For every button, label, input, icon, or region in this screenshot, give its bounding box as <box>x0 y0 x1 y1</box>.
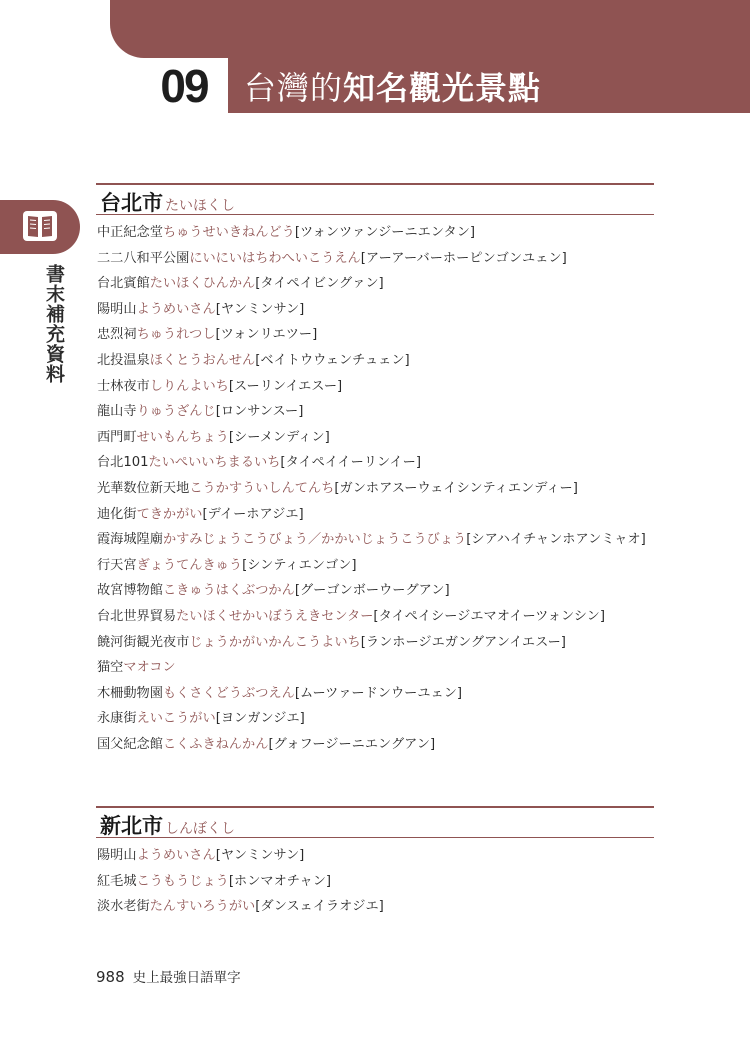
item-katakana: [ベイトウウェンチュェン] <box>255 352 410 368</box>
item-katakana: [タイペイビングァン] <box>255 276 384 292</box>
item-kana: もくさくどうぶつえん <box>162 685 295 701</box>
item-kana: てきかがい <box>136 506 203 522</box>
item-kana: えいこうがい <box>136 711 216 727</box>
attraction-list <box>96 220 654 757</box>
item-katakana: [グォフージーニエングアン] <box>268 736 436 752</box>
open-book-icon <box>22 208 58 248</box>
list-item <box>96 630 654 656</box>
book-title: 史上最強日語單字 <box>132 970 241 986</box>
item-katakana: [ロンサンスー] <box>215 404 304 420</box>
attraction-list <box>96 843 654 920</box>
item-katakana: [ヤンミンサン] <box>215 848 305 863</box>
item-kanji: 猫空 <box>97 660 124 676</box>
list-item <box>96 297 654 323</box>
item-katakana: [ヨンガンジエ] <box>215 711 305 727</box>
section-heading <box>96 183 654 215</box>
item-kanji: 饒河街観光夜市 <box>97 634 190 650</box>
item-kanji: 国父紀念館 <box>97 736 163 752</box>
item-katakana: [ツォンリエツー] <box>215 327 318 343</box>
chapter-title-light: 台灣的 <box>244 68 344 107</box>
item-kana: ちゅうせいきねんどう <box>162 225 295 240</box>
item-katakana: [アーアーバーホーピンゴンユェン] <box>360 250 567 266</box>
item-katakana: [シアハイチャンホアンミャオ] <box>466 532 646 548</box>
item-kana: ようめいさん <box>136 848 216 863</box>
item-kana: こくふきねんかん <box>162 736 269 752</box>
item-kanji: 紅毛城 <box>97 873 137 889</box>
item-kana: ちゅうれつし <box>136 327 216 343</box>
list-item <box>96 399 654 425</box>
item-kana: たいほくせかいぼうえきセンター <box>176 608 374 624</box>
list-item <box>96 271 654 297</box>
item-kanji: 中正紀念堂 <box>97 225 163 240</box>
item-kana: にいにいはちわへいこうえん <box>189 250 361 266</box>
list-item <box>96 732 654 758</box>
chapter-title-bold: 知名觀光景點 <box>343 68 542 107</box>
list-item <box>96 578 654 604</box>
item-katakana: [タイペイシージエマオイーツォンシン] <box>373 608 605 624</box>
list-item <box>96 553 654 579</box>
item-kana: じょうかがいかんこうよいち <box>189 634 361 650</box>
list-item <box>96 843 654 869</box>
item-katakana: [タイペイイーリンイー] <box>280 455 422 471</box>
item-kanji: 忠烈祠 <box>97 327 137 343</box>
item-kana: マオコン <box>123 660 176 676</box>
item-kana: ほくとうおんせん <box>149 352 256 368</box>
list-item <box>96 869 654 895</box>
city-name: 新北市 <box>100 813 163 838</box>
item-kanji: 陽明山 <box>97 848 137 863</box>
item-kanji: 二二八和平公園 <box>97 250 190 266</box>
item-kanji: 台北賓館 <box>97 276 150 292</box>
item-katakana: [ランホージエガングアンイエスー] <box>360 634 566 650</box>
item-katakana: [ムーツァードンウーユェン] <box>294 685 463 701</box>
list-item <box>96 894 654 920</box>
item-katakana: [ホンマオチャン] <box>228 873 332 889</box>
list-item <box>96 322 654 348</box>
item-katakana: [ヤンミンサン] <box>215 301 305 317</box>
list-item <box>96 502 654 528</box>
item-katakana: [デイーホアジエ] <box>202 506 304 522</box>
item-katakana: [グーゴンボーウーグアン] <box>294 583 450 599</box>
item-kana: たんすいろうがい <box>149 899 256 915</box>
item-kanji: 北投温泉 <box>97 352 150 368</box>
item-kanji: 故宮博物館 <box>97 583 163 599</box>
item-kana: こうもうじょう <box>136 873 229 889</box>
list-item <box>96 681 654 707</box>
city-reading: たいほくし <box>165 198 235 214</box>
list-item <box>96 655 654 681</box>
item-kanji: 迪化街 <box>97 506 137 522</box>
item-kanji: 光華数位新天地 <box>97 480 190 496</box>
item-kanji: 陽明山 <box>97 301 137 317</box>
header-band <box>110 0 750 58</box>
item-katakana: [ツォンツァンジーニエンタン] <box>294 225 476 240</box>
item-kanji: 木柵動物園 <box>97 685 163 701</box>
item-katakana: [ガンホアスーウェイシンティエンディー] <box>334 480 578 496</box>
item-kanji: 龍山寺 <box>97 404 137 420</box>
item-kanji: 霞海城隍廟 <box>97 532 163 548</box>
list-item <box>96 374 654 400</box>
page-footer <box>96 966 241 986</box>
list-item <box>96 425 654 451</box>
list-item <box>96 706 654 732</box>
item-kana: こうかすういしんてんち <box>189 480 335 496</box>
list-item <box>96 604 654 630</box>
page-number: 988 <box>96 968 125 986</box>
list-item <box>96 246 654 272</box>
list-item <box>96 348 654 374</box>
item-kana: かすみじょうこうびょう／かかいじょうこうびょう <box>162 532 467 548</box>
item-katakana: [シーメンディン] <box>228 429 330 445</box>
section-taipei <box>96 183 654 757</box>
chapter-title <box>244 58 541 113</box>
item-kanji: 行天宮 <box>97 557 137 573</box>
item-kanji: 淡水老街 <box>97 899 150 915</box>
item-kana: たいぺいいちまるいち <box>148 455 281 471</box>
item-kana: りゅうざんじ <box>136 404 216 420</box>
chapter-number: 09 <box>160 59 208 112</box>
item-kana: たいほくひんかん <box>149 276 256 292</box>
side-label: 書末補充資料 <box>43 264 65 384</box>
city-reading: しんぼくし <box>165 821 235 837</box>
list-item <box>96 220 654 246</box>
item-kana: ぎょうてんきゅう <box>136 557 243 573</box>
list-item <box>96 527 654 553</box>
section-heading <box>96 806 654 838</box>
item-katakana: [シンティエンゴン] <box>242 557 357 573</box>
list-item <box>96 450 654 476</box>
item-kana: ようめいさん <box>136 301 216 317</box>
item-kanji: 永康街 <box>97 711 137 727</box>
city-name: 台北市 <box>100 190 163 215</box>
section-new-taipei <box>96 806 654 920</box>
item-kanji: 西門町 <box>97 429 137 445</box>
side-tab <box>0 200 80 254</box>
item-katakana: [ダンスェイラオジエ] <box>255 899 384 915</box>
item-kanji: 台北101 <box>97 455 149 471</box>
item-katakana: [スーリンイエスー] <box>228 378 343 394</box>
item-kanji: 台北世界貿易 <box>97 608 177 624</box>
item-kana: しりんよいち <box>149 378 229 394</box>
list-item <box>96 476 654 502</box>
item-kana: せいもんちょう <box>136 429 229 445</box>
item-kanji: 士林夜市 <box>97 378 150 394</box>
item-kana: こきゅうはくぶつかん <box>162 583 295 599</box>
